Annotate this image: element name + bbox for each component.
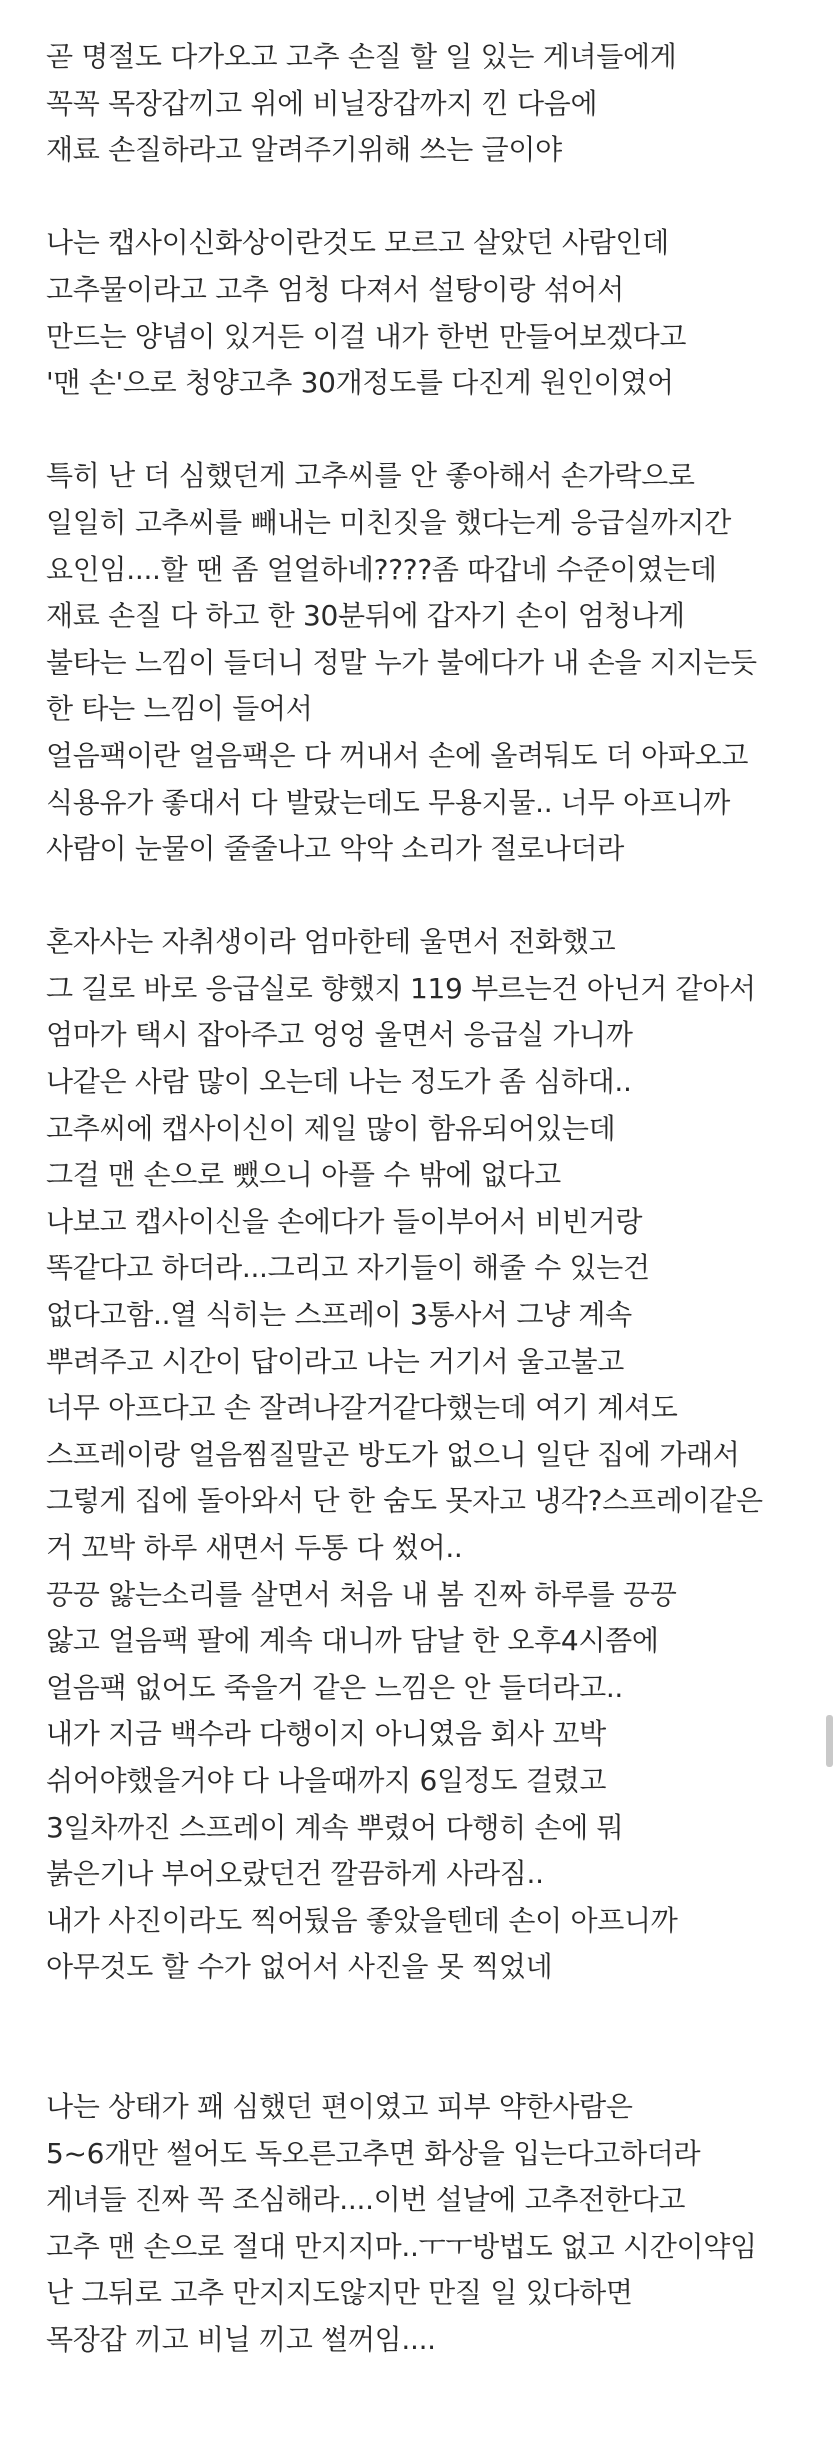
text-line: 요인임....할 땐 좀 얼얼하네????좀 따갑네 수준이였는데 <box>46 552 717 586</box>
text-line: 그렇게 집에 돌아와서 단 한 숨도 못자고 냉각?스프레이같은 <box>46 1484 763 1518</box>
text-line: 붉은기나 부어오랐던건 깔끔하게 사라짐.. <box>46 1857 544 1891</box>
text-line: 앓고 얼음팩 팔에 계속 대니까 담날 한 오후4시쯤에 <box>46 1624 659 1658</box>
text-line: 똑같다고 하더라...그리고 자기들이 해줄 수 있는건 <box>46 1251 650 1285</box>
text-line: 나는 캡사이신화상이란것도 모르고 살았던 사람인데 <box>46 226 669 260</box>
text-line: 3일차까진 스프레이 계속 뿌렸어 다행히 손에 뭐 <box>46 1810 624 1844</box>
text-line: 얼음팩이란 얼음팩은 다 꺼내서 손에 올려둬도 더 아파오고 <box>46 738 749 772</box>
text-line: 재료 손질 다 하고 한 30분뒤에 갑자기 손이 엄청나게 <box>46 599 685 633</box>
paragraph-cause <box>46 220 806 406</box>
paragraph-spacer <box>46 1991 806 2084</box>
text-line: 거 꼬박 하루 새면서 두통 다 썼어.. <box>46 1531 463 1564</box>
text-line: 엄마가 택시 잡아주고 엉엉 울면서 응급실 가니까 <box>46 1018 633 1052</box>
text-line: 특히 난 더 심했던게 고추씨를 안 좋아해서 손가락으로 <box>46 459 695 493</box>
text-line: 곧 명절도 다가오고 고추 손질 할 일 있는 게녀들에게 <box>46 40 677 73</box>
text-line: 그 길로 바로 응급실로 향했지 119 부르는건 아닌거 같아서 <box>46 971 756 1005</box>
text-line: 뿌려주고 시간이 답이라고 나는 거기서 울고불고 <box>46 1344 624 1378</box>
text-line: 나는 상태가 꽤 심했던 편이였고 피부 약한사람은 <box>46 2089 633 2123</box>
text-line: 고추씨에 캡사이신이 제일 많이 함유되어있는데 <box>46 1111 616 1145</box>
text-line: 없다고함..열 식히는 스프레이 3통사서 그냥 계속 <box>46 1298 632 1332</box>
text-line: 5~6개만 썰어도 독오른고추면 화상을 입는다고하더라 <box>46 2136 701 2170</box>
text-line: 목장갑 끼고 비닐 끼고 썰꺼임.... <box>46 2322 436 2356</box>
paragraph-spacer <box>46 407 806 454</box>
text-line: 일일히 고추씨를 빼내는 미친짓을 했다는게 응급실까지간 <box>46 505 731 539</box>
paragraph-spacer <box>46 174 806 221</box>
text-line: 고추 맨 손으로 절대 만지지마..ㅜㅜ방법도 없고 시간이약임 <box>46 2229 757 2263</box>
text-line: 내가 사진이라도 찍어뒀음 좋았을텐데 손이 아프니까 <box>46 1903 678 1937</box>
text-line: 아무것도 할 수가 없어서 사진을 못 찍었네 <box>46 1950 553 1984</box>
text-line: 너무 아프다고 손 잘려나갈거같다했는데 여기 계셔도 <box>46 1391 678 1425</box>
text-line: 게녀들 진짜 꼭 조심해라....이번 설날에 고추전한다고 <box>46 2183 686 2217</box>
text-line: 한 타는 느낌이 들어서 <box>46 692 313 726</box>
paragraph-warning <box>46 2084 806 2364</box>
text-line: 사람이 눈물이 줄줄나고 악악 소리가 절로나더라 <box>46 832 624 866</box>
paragraph-spacer <box>46 873 806 920</box>
text-line: 얼음팩 없어도 죽을거 같은 느낌은 안 들더라고.. <box>46 1670 624 1704</box>
scrollbar-thumb[interactable] <box>826 1715 833 1767</box>
text-line: 난 그뒤로 고추 만지지도않지만 만질 일 있다하면 <box>46 2276 633 2310</box>
text-line: 내가 지금 백수라 다행이지 아니였음 회사 꼬박 <box>46 1717 606 1751</box>
text-line: 끙끙 앓는소리를 살면서 처음 내 봄 진짜 하루를 끙끙 <box>46 1577 677 1611</box>
text-line: 스프레이랑 얼음찜질말곤 방도가 없으니 일단 집에 가래서 <box>46 1437 740 1471</box>
post-body <box>46 34 806 2364</box>
text-line: 식용유가 좋대서 다 발랐는데도 무용지물.. 너무 아프니까 <box>46 785 731 819</box>
text-line: 고추물이라고 고추 엄청 다져서 설탕이랑 섞어서 <box>46 272 624 306</box>
text-line: 나보고 캡사이신을 손에다가 들이부어서 비빈거랑 <box>46 1204 643 1238</box>
text-line: 혼자사는 자취생이라 엄마한테 울면서 전화했고 <box>46 925 616 959</box>
text-line: 불타는 느낌이 들더니 정말 누가 불에다가 내 손을 지지는듯 <box>46 645 757 679</box>
text-line: '맨 손'으로 청양고추 30개정도를 다진게 원인이였어 <box>46 366 674 400</box>
paragraph-symptoms <box>46 453 806 872</box>
text-line: 나같은 사람 많이 오는데 나는 정도가 좀 심하대.. <box>46 1065 632 1099</box>
text-line: 재료 손질하라고 알려주기위해 쓰는 글이야 <box>46 133 562 167</box>
text-line: 그걸 맨 손으로 뺐으니 아플 수 밖에 없다고 <box>46 1158 561 1192</box>
text-line: 쉬어야했을거야 다 나을때까지 6일정도 걸렸고 <box>46 1763 607 1797</box>
text-line: 만드는 양념이 있거든 이걸 내가 한번 만들어보겠다고 <box>46 319 687 353</box>
text-line: 꼭꼭 목장갑끼고 위에 비닐장갑까지 낀 다음에 <box>46 86 598 120</box>
paragraph-intro <box>46 34 806 174</box>
paragraph-hospital <box>46 919 806 1991</box>
